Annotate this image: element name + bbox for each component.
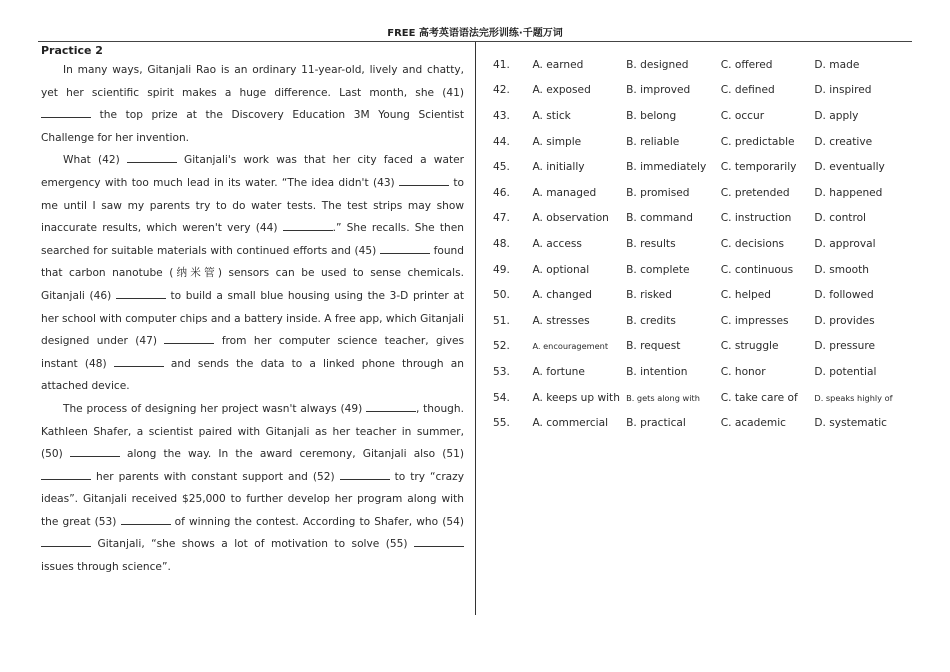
option-c[interactable]: C. honor — [720, 365, 766, 378]
option-a[interactable]: A. encouragement — [532, 341, 609, 352]
option-c[interactable]: C. impresses — [720, 314, 789, 327]
option-row — [493, 334, 913, 360]
blank-44[interactable] — [283, 220, 333, 231]
option-b[interactable]: B. risked — [626, 289, 672, 302]
passage-column — [41, 43, 464, 579]
option-d[interactable]: D. made — [814, 58, 860, 71]
option-a[interactable]: A. exposed — [532, 84, 591, 97]
blank-54[interactable] — [41, 536, 91, 547]
option-b[interactable]: B. results — [626, 237, 676, 250]
passage-text: from her computer science teacher, gives instant (48) — [41, 335, 464, 370]
option-row — [493, 78, 913, 104]
option-d[interactable]: D. followed — [814, 289, 874, 302]
option-row — [493, 129, 913, 155]
passage-text: What (42) — [63, 154, 127, 167]
question-number: 42. — [493, 84, 510, 97]
passage-text: , though. Kathleen Shafer, a scientist paired with Gitanjali as her teacher in summer, (50) — [41, 402, 464, 461]
cloze-passage — [41, 59, 464, 579]
option-c[interactable]: C. offered — [720, 58, 773, 71]
question-number: 53. — [493, 365, 510, 378]
blank-47[interactable] — [164, 333, 214, 344]
option-c[interactable]: C. continuous — [720, 263, 794, 276]
option-row — [493, 308, 913, 334]
blank-45[interactable] — [380, 243, 430, 254]
blank-51[interactable] — [41, 469, 91, 480]
question-number: 46. — [493, 186, 510, 199]
passage-text: to try “crazy ideas”. Gitanjali received $25,000 to further develop her program along with the great (53) — [41, 470, 464, 528]
option-c[interactable]: C. defined — [720, 84, 775, 97]
blank-50[interactable] — [70, 446, 120, 457]
option-d[interactable]: D. apply — [814, 109, 859, 122]
option-d[interactable]: D. inspired — [814, 84, 872, 97]
option-d[interactable]: D. speaks highly of — [814, 392, 893, 403]
option-c[interactable]: C. pretended — [720, 186, 790, 199]
blank-52[interactable] — [340, 469, 390, 480]
option-c[interactable]: C. struggle — [720, 340, 779, 353]
option-c[interactable]: C. academic — [720, 417, 787, 430]
question-number: 48. — [493, 237, 510, 250]
blank-43[interactable] — [399, 175, 449, 186]
question-number: 44. — [493, 135, 510, 148]
option-b[interactable]: B. improved — [626, 84, 691, 97]
option-d[interactable]: D. provides — [814, 314, 875, 327]
option-b[interactable]: B. practical — [626, 417, 686, 430]
passage-text: .” She recalls. She then searched for suitable materials with continued efforts and (45) — [41, 222, 464, 257]
option-c[interactable]: C. instruction — [720, 212, 792, 225]
option-a[interactable]: A. changed — [532, 289, 592, 302]
option-row — [493, 206, 913, 232]
option-b[interactable]: B. promised — [626, 186, 690, 199]
option-b[interactable]: B. command — [626, 212, 693, 225]
option-a[interactable]: A. managed — [532, 186, 597, 199]
question-number: 52. — [493, 340, 510, 353]
option-row — [493, 359, 913, 385]
passage-text: Gitanjali's work was that her city faced a water emergency with too much lead in its water. “The idea didn't (43) — [41, 154, 464, 189]
option-a[interactable]: A. keeps up with — [532, 391, 620, 404]
option-a[interactable]: A. initially — [532, 161, 585, 174]
passage-text: to me until I saw my parents try to do water tests. The test strips may show inaccurate results, which weren't very (44) — [41, 176, 464, 235]
option-d[interactable]: D. control — [814, 212, 867, 225]
passage-text: along the way. In the award ceremony, Gitanjali also (51) — [119, 448, 464, 461]
option-row — [493, 154, 913, 180]
passage-text: found that carbon nanotube (纳米管) sensors can be used to sense chemicals. Gitanjali (46) — [41, 244, 464, 302]
option-row — [493, 52, 913, 78]
option-a[interactable]: A. earned — [532, 58, 584, 71]
practice-title: Practice 2 — [41, 44, 103, 57]
passage-text: In many ways, Gitanjali Rao is an ordinary 11-year-old, lively and chatty, yet her scientific spirit makes a huge difference. Last month, she (41) — [41, 64, 464, 99]
option-row — [493, 180, 913, 206]
question-number: 43. — [493, 109, 510, 122]
option-a[interactable]: A. stresses — [532, 314, 590, 327]
passage-text: Gitanjali, “she shows a lot of motivation to solve (55) — [91, 538, 414, 551]
passage-text: to build a small blue housing using the 3-D printer at her school with computer chips and a battery inside. A free app, which Gitanjali designed under (47) — [41, 289, 464, 348]
option-d[interactable]: D. happened — [814, 186, 883, 199]
option-b[interactable]: B. reliable — [626, 135, 680, 148]
question-number: 47. — [493, 212, 510, 225]
option-b[interactable]: B. immediately — [626, 161, 707, 174]
option-b[interactable]: B. intention — [626, 365, 688, 378]
option-c[interactable]: C. temporarily — [720, 161, 797, 174]
option-d[interactable]: D. approval — [814, 237, 876, 250]
option-d[interactable]: D. creative — [814, 135, 873, 148]
blank-49[interactable] — [366, 401, 416, 412]
option-b[interactable]: B. designed — [626, 58, 689, 71]
option-b[interactable]: B. gets along with — [626, 392, 700, 403]
passage-text: the top prize at the Discovery Education 3M Young Scientist Challenge for her invention. — [41, 109, 464, 144]
option-d[interactable]: D. eventually — [814, 161, 885, 174]
option-row — [493, 257, 913, 283]
passage-paragraph — [41, 149, 464, 398]
option-a[interactable]: A. fortune — [532, 365, 585, 378]
page-header-title: FREE 高考英语语法完形训练·千题万词 — [387, 28, 563, 39]
option-d[interactable]: D. smooth — [814, 263, 869, 276]
options-table — [493, 52, 913, 436]
option-b[interactable]: B. credits — [626, 314, 676, 327]
passage-text: of winning the contest. According to Shafer, who (54) — [170, 515, 464, 528]
question-number: 45. — [493, 161, 510, 174]
question-number: 41. — [493, 58, 510, 71]
option-a[interactable]: A. stick — [532, 109, 571, 122]
option-b[interactable]: B. belong — [626, 109, 677, 122]
option-c[interactable]: C. occur — [720, 109, 765, 122]
option-a[interactable]: A. observation — [532, 212, 609, 225]
option-row — [493, 282, 913, 308]
option-c[interactable]: C. decisions — [720, 237, 785, 250]
option-c[interactable]: C. take care of — [720, 391, 798, 404]
option-b[interactable]: B. request — [626, 340, 681, 353]
option-row — [493, 103, 913, 129]
option-row — [493, 231, 913, 257]
option-c[interactable]: C. helped — [720, 289, 772, 302]
option-a[interactable]: A. access — [532, 237, 582, 250]
passage-paragraph — [41, 59, 464, 149]
passage-text: and sends the data to a linked phone through an attached device. — [41, 357, 464, 393]
passage-text: issues through science”. — [41, 561, 171, 574]
option-c[interactable]: C. predictable — [720, 135, 795, 148]
passage-text: her parents with constant support and (52) — [91, 470, 340, 483]
option-a[interactable]: A. commercial — [532, 417, 609, 430]
option-a[interactable]: A. optional — [532, 263, 590, 276]
blank-46[interactable] — [116, 288, 166, 299]
question-number: 55. — [493, 417, 510, 430]
question-number: 49. — [493, 263, 510, 276]
blank-48[interactable] — [114, 356, 164, 367]
option-row — [493, 410, 913, 436]
question-number: 50. — [493, 289, 510, 302]
option-d[interactable]: D. potential — [814, 365, 877, 378]
blank-42[interactable] — [127, 152, 177, 163]
passage-text: The process of designing her project wasn't always (49) — [63, 402, 366, 415]
question-number: 54. — [493, 391, 510, 404]
option-d[interactable]: D. pressure — [814, 340, 876, 353]
option-d[interactable]: D. systematic — [814, 417, 887, 430]
blank-53[interactable] — [121, 514, 171, 525]
option-b[interactable]: B. complete — [626, 263, 690, 276]
option-a[interactable]: A. simple — [532, 135, 582, 148]
question-number: 51. — [493, 314, 510, 327]
blank-41[interactable] — [41, 107, 91, 118]
blank-55[interactable] — [414, 536, 464, 547]
option-row — [493, 385, 913, 411]
column-divider — [475, 42, 476, 615]
passage-paragraph — [41, 398, 464, 579]
